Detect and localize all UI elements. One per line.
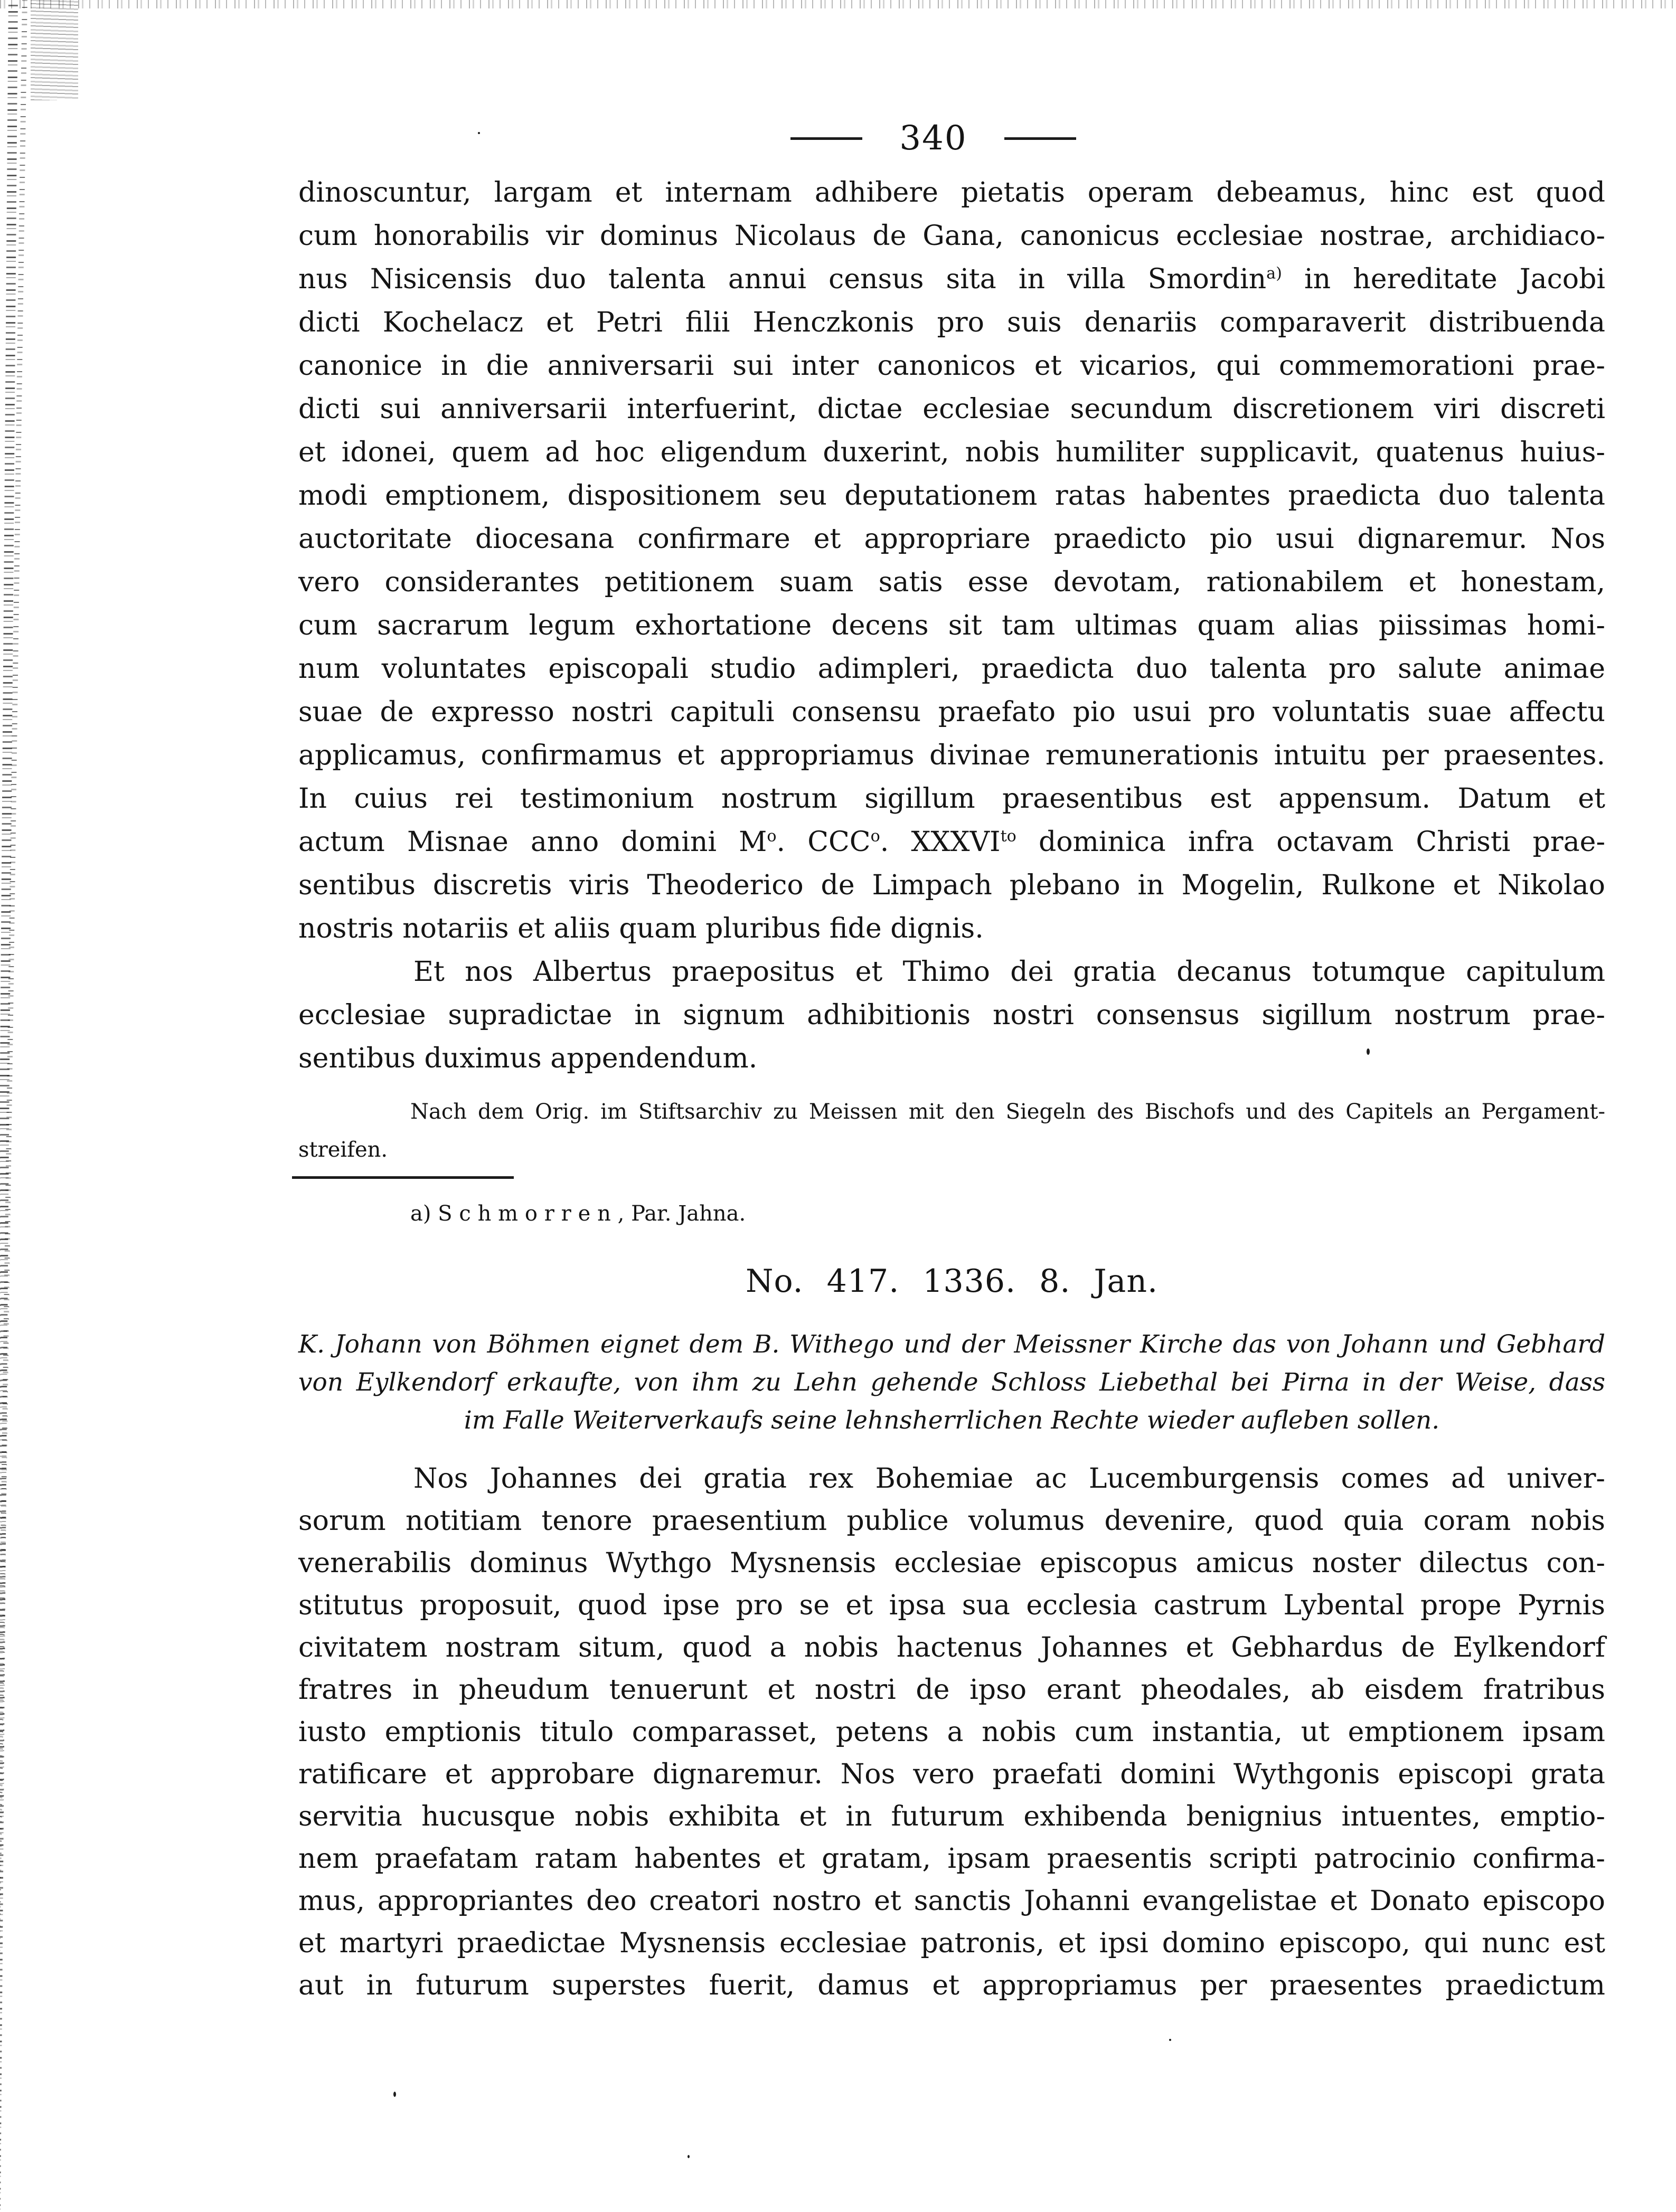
text-segment: dicti sui anniversarii interfuerint, dictae ecclesiae secundum discretionem viri discreti [298, 393, 1605, 425]
header-left-dash [790, 137, 862, 140]
page-header [280, 119, 1587, 157]
text-line [298, 1584, 1605, 1627]
text-line [298, 561, 1605, 604]
text-line [298, 517, 1605, 561]
text-line [298, 1669, 1605, 1711]
text-segment: nus Nisicensis duo talenta annui census sita in villa Smordin [298, 263, 1267, 295]
text-segment: dinoscuntur, largam et internam adhibere pietatis operam debeamus, hinc est quod [298, 177, 1605, 209]
text-segment: in hereditate Jacobi [1282, 263, 1605, 295]
footnote-marker: o [870, 827, 880, 846]
text-segment: mus, appropriantes deo creatori nostro et sanctis Johanni evangelistae et Donato episcopo [298, 1885, 1605, 1917]
text-segment: cum sacrarum legum exhortatione decens sit tam ultimas quam alias piissimas homi- [298, 610, 1605, 641]
text-segment: nostris notariis et aliis quam pluribus fide dignis. [298, 913, 984, 944]
text-segment: ecclesiae supradictae in signum adhibitionis nostri consensus sigillum nostrum prae- [298, 999, 1605, 1031]
text-segment: a) [410, 1202, 438, 1226]
footnote-line [298, 1195, 1605, 1233]
text-segment: aut in futurum superstes fuerit, damus et appropriamus per praesentes praedictum [298, 1970, 1605, 2001]
text-line [298, 820, 1605, 864]
text-line [298, 1753, 1605, 1795]
text-line [298, 1964, 1605, 2007]
text-segment: suae de expresso nostri capituli consensu praefato pio usui pro voluntatis suae affectu [298, 696, 1605, 728]
doc416-closing-paragraph [298, 950, 1605, 1080]
regest-line [298, 1402, 1605, 1440]
text-segment: cum honorabilis vir dominus Nicolaus de Gana, canonicus ecclesiae nostrae, archidiaco- [298, 220, 1605, 252]
text-line [298, 994, 1605, 1037]
text-line [298, 258, 1605, 301]
text-line [298, 1627, 1605, 1669]
text-line [298, 1795, 1605, 1838]
scan-noise-top-band [0, 0, 1676, 8]
text-segment: , Par. Jahna. [617, 1202, 746, 1226]
text-segment: actum Misnae anno domini M [298, 826, 767, 858]
doc416-source-note [298, 1093, 1605, 1169]
source-note-line [298, 1093, 1605, 1131]
text-line [298, 950, 1605, 994]
text-line [298, 777, 1605, 820]
doc416-footnote [298, 1195, 1605, 1233]
text-line [298, 214, 1605, 258]
scan-noise-corner [31, 0, 78, 100]
text-line [298, 1880, 1605, 1922]
text-line [298, 344, 1605, 387]
text-segment: venerabilis dominus Wythgo Mysnensis ecclesiae episcopus amicus noster dilectus con- [298, 1547, 1605, 1579]
text-segment: Nos Johannes dei gratia rex Bohemiae ac Lucemburgensis comes ad univer- [413, 1463, 1605, 1495]
text-line [298, 647, 1605, 691]
header-right-dash [1004, 137, 1076, 140]
text-segment: Et nos Albertus praepositus et Thimo dei gratia decanus totumque capitulum [413, 956, 1605, 988]
scan-speck [393, 2092, 396, 2097]
text-line [298, 1458, 1605, 1500]
text-line [298, 474, 1605, 517]
text-line [298, 1838, 1605, 1880]
text-segment: sentibus duximus appendendum. [298, 1043, 758, 1074]
text-segment: K. Johann von Böhmen eignet dem B. Withego und der Meissner Kirche das von Johann und Gebhard [298, 1330, 1605, 1359]
text-segment: canonice in die anniversarii sui inter canonicos et vicarios, qui commemorationi prae- [298, 350, 1605, 382]
text-segment: auctoritate diocesana confirmare et appropriare praedicto pio usui dignaremur. Nos [298, 523, 1605, 555]
text-segment: et idonei, quem ad hoc eligendum duxerint, nobis humiliter supplicavit, quatenus huius- [298, 437, 1605, 468]
doc417-heading: No. 417. 1336. 8. Jan. [745, 1263, 1159, 1300]
text-segment: vero considerantes petitionem suam satis esse devotam, rationabilem et honestam, [298, 566, 1605, 598]
text-line [298, 864, 1605, 907]
text-segment: im Falle Weiterverkaufs seine lehnsherrlichen Rechte wieder aufleben sollen. [464, 1406, 1440, 1435]
text-line [298, 171, 1605, 214]
text-segment: von Eylkendorf erkaufte, von ihm zu Lehn gehende Schloss Liebethal bei Pirna in der Weise, dass [298, 1368, 1605, 1397]
text-line [298, 387, 1605, 431]
text-segment: . CCC [776, 826, 871, 858]
text-segment: applicamus, confirmamus et appropriamus divinae remunerationis intuitu per praesentes. [298, 740, 1605, 771]
footnote-marker: o [767, 827, 777, 846]
text-line [298, 1542, 1605, 1584]
text-line [298, 1711, 1605, 1753]
text-segment: dominica infra octavam Christi prae- [1016, 826, 1606, 858]
text-segment: iusto emptionis titulo comparasset, petens a nobis cum instantia, ut emptionem ipsam [298, 1716, 1605, 1748]
text-line [298, 1037, 1605, 1080]
regest-line [298, 1364, 1605, 1402]
text-segment: num voluntates episcopali studio adimpleri, praedicta duo talenta pro salute animae [298, 653, 1605, 685]
text-segment: streifen. [298, 1138, 388, 1162]
doc416-body-paragraph [298, 171, 1605, 950]
text-segment: civitatem nostram situm, quod a nobis hactenus Johannes et Gebhardus de Eylkendorf [298, 1632, 1605, 1663]
text-line [298, 907, 1605, 950]
text-line [298, 431, 1605, 474]
doc417-body-paragraph [298, 1458, 1605, 2007]
text-segment: servitia hucusque nobis exhibita et in futurum exhibenda benignius intuentes, emptio- [298, 1801, 1605, 1832]
text-segment: stitutus proposuit, quod ipse pro se et ipsa sua ecclesia castrum Lybental prope Pyrnis [298, 1590, 1605, 1621]
text-line [298, 604, 1605, 647]
text-line [298, 1922, 1605, 1964]
text-segment: nem praefatam ratam habentes et gratam, ipsam praesentis scripti patrocinio confirma- [298, 1843, 1605, 1875]
text-line [298, 1500, 1605, 1542]
doc417-regest [298, 1326, 1605, 1440]
text-segment: dicti Kochelacz et Petri filii Henczkonis pro suis denariis comparaverit distribuenda [298, 307, 1605, 338]
text-line [298, 734, 1605, 777]
source-note-line [298, 1131, 1605, 1169]
text-segment: sorum notitiam tenore praesentium publice volumus devenire, quod quia coram nobis [298, 1505, 1605, 1537]
text-segment: Schmorren [438, 1202, 618, 1226]
text-segment: fratres in pheudum tenuerunt et nostri de ipso erant pheodales, ab eisdem fratribus [298, 1674, 1605, 1706]
text-line [298, 691, 1605, 734]
text-segment: et martyri praedictae Mysnensis ecclesiae patronis, et ipsi domino episcopo, qui nunc est [298, 1927, 1605, 1959]
text-segment: sentibus discretis viris Theoderico de Limpach plebano in Mogelin, Rulkone et Nikolao [298, 869, 1605, 901]
footnote-rule [292, 1176, 514, 1179]
text-segment: modi emptionem, dispositionem seu deputationem ratas habentes praedicta duo talenta [298, 480, 1605, 512]
scan-speck [688, 2155, 690, 2158]
regest-line [298, 1326, 1605, 1364]
footnote-marker: to [1000, 827, 1016, 846]
text-segment: ratificare et approbare dignaremur. Nos vero praefati domini Wythgonis episcopi grata [298, 1759, 1605, 1790]
text-line [298, 301, 1605, 344]
text-segment: In cuius rei testimonium nostrum sigillum praesentibus est appensum. Datum et [298, 783, 1605, 815]
text-column [298, 171, 1605, 2007]
scan-speck [1169, 2039, 1171, 2041]
footnote-marker: a) [1266, 264, 1282, 283]
text-segment: Nach dem Orig. im Stiftsarchiv zu Meissen mit den Siegeln des Bischofs und des Capitels an Pergament- [410, 1100, 1605, 1124]
text-segment: . XXXVI [880, 826, 1001, 858]
page-number: 340 [899, 119, 967, 158]
